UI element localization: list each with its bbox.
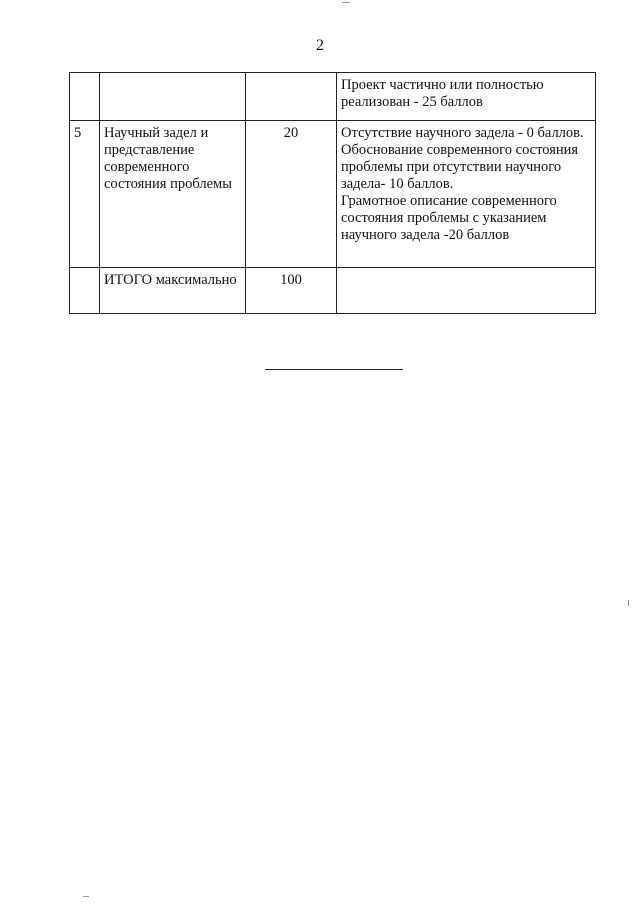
scoring-description-cell (337, 73, 596, 121)
max-score-cell: 100 (246, 268, 337, 314)
row-number-cell (70, 73, 100, 121)
max-score-cell (246, 73, 337, 121)
scoring-description-line: Проект частично или полностью реализован - 25 баллов (341, 77, 544, 110)
table-row (70, 121, 596, 268)
scan-speck (83, 896, 89, 897)
row-number-cell: 5 (70, 121, 100, 268)
end-of-document-rule (265, 369, 403, 370)
criterion-name-cell: Научный задел и представление современного состояния проблемы (100, 121, 246, 268)
page-number: 2 (316, 37, 324, 54)
scan-speck (628, 600, 629, 606)
criterion-name-cell: ИТОГО максимально (100, 268, 246, 314)
scan-speck (342, 2, 350, 3)
scoring-description-cell (337, 121, 596, 268)
scoring-description-cell (337, 268, 596, 314)
max-score-cell: 20 (246, 121, 337, 268)
scoring-description-line: Обоснование современного состояния проблемы при отсутствии научного задела- 10 баллов. (341, 142, 579, 192)
table-row (70, 73, 596, 121)
criterion-name-cell (100, 73, 246, 121)
scoring-description-line: Отсутствие научного задела - 0 баллов. (341, 125, 584, 141)
table-row (70, 268, 596, 314)
row-number-cell (70, 268, 100, 314)
criteria-table (69, 72, 596, 314)
scoring-description-line: Грамотное описание современного состояния проблемы с указанием научного задела -20 баллов (341, 193, 557, 243)
